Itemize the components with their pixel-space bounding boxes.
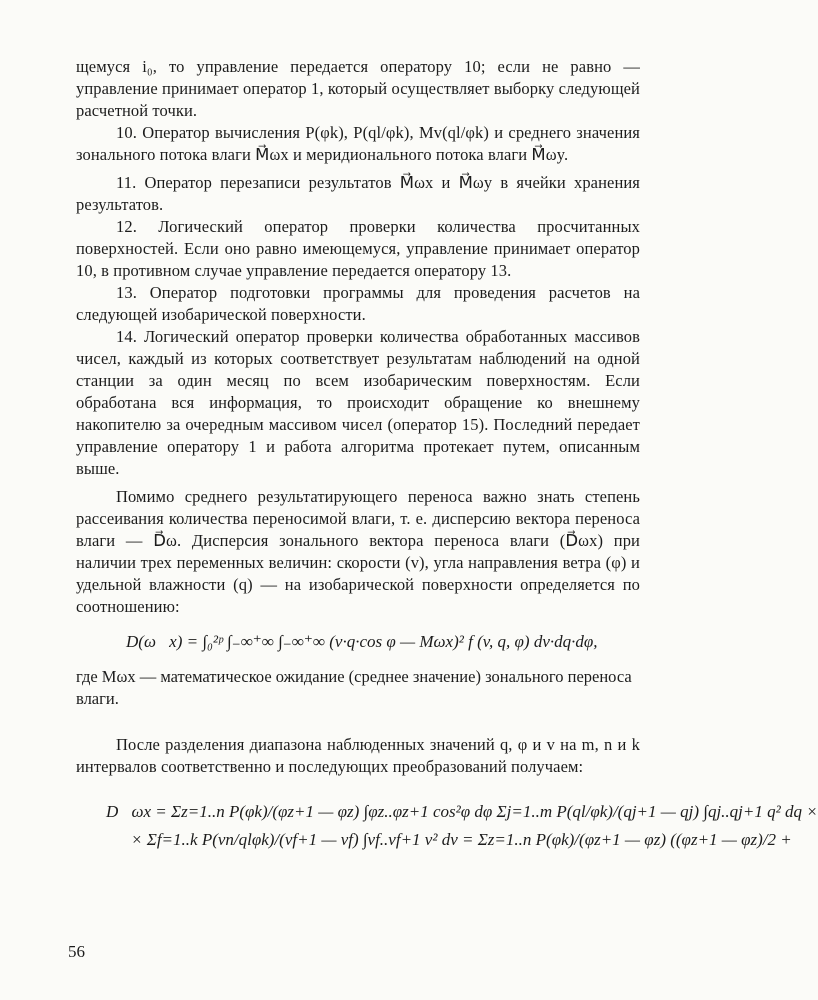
paragraph-operator-13: 13. Оператор подготовки программы для проведения расчетов на следующей изобарической поверхности. bbox=[76, 283, 640, 324]
paragraph-after-division: После разделения диапазона наблюденных значений q, φ и v на m, n и k интервалов соответственно и последующих преобразований получаем: bbox=[76, 735, 640, 776]
page-number: 56 bbox=[68, 942, 85, 961]
paragraph-operator-10: 10. Оператор вычисления P(φk), P(ql/φk), Mv(ql/φk) и среднего значения зонального потока влаги M⃗ωx и меридионального потока влаги M⃗ωy. bbox=[76, 123, 640, 164]
paragraph-1: щемуся i₀, то управление передается оператору 10; если не равно — управление принимает оператор 1, который осуществляет выборку следующей расчетной точки. bbox=[76, 57, 640, 120]
paragraph-operator-11: 11. Оператор перезаписи результатов M⃗ωx и M⃗ωy в ячейки хранения результатов. bbox=[76, 173, 640, 214]
formula-dispersion: D(ω⃗x) = ∫₀²ᵖ ∫₋∞⁺∞ ∫₋∞⁺∞ (v·q·cos φ — Mωx)² f (v, q, φ) dv·dq·dφ, bbox=[126, 632, 598, 651]
formula-variance-line-1: D⃗ωx = Σz=1..n P(φk)/(φz+1 — φz) ∫φz..φz+1 cos²φ dφ Σj=1..m P(ql/φk)/(qj+1 — qj) ∫qj..qj+1 q² dq × bbox=[106, 802, 818, 821]
page-body bbox=[76, 56, 818, 864]
paragraph-operator-14: 14. Логический оператор проверки количества обработанных массивов чисел, каждый из которых соответствует результатам наблюдений на одной станции за один месяц по всем изобарическим поверхностям. Если обработана вся информация, то происходит обращение ко внешнему накопителю за очередным массивом чисел (оператор 15). Последний передает управление оператору 1 и работа алгоритма протекает путем, описанным выше. bbox=[76, 327, 640, 478]
where-definition: где Mωx — математическое ожидание (среднее значение) зонального переноса влаги. bbox=[76, 667, 632, 708]
paragraph-operator-12: 12. Логический оператор проверки количества просчитанных поверхностей. Если оно равно имеющемуся, управление принимает оператор 10, в противном случае управление передается оператору 13. bbox=[76, 217, 640, 280]
formula-variance-line-2: × Σf=1..k P(vn/qlφk)/(vf+1 — vf) ∫vf..vf+1 v² dv = Σz=1..n P(φk)/(φz+1 — φz) ((φz+1 — φz)/2 + bbox=[131, 830, 792, 849]
paragraph-dispersion: Помимо среднего результатирующего переноса важно знать степень рассеивания количества переносимой влаги, т. е. дисперсию вектора переноса влаги — D⃗ω. Дисперсия зонального вектора переноса влаги (D⃗ωx) при наличии трех переменных величин: скорости (v), угла направления ветра (φ) и удельной влажности (q) — на изобарической поверхности определяется по соотношению: bbox=[76, 487, 640, 616]
